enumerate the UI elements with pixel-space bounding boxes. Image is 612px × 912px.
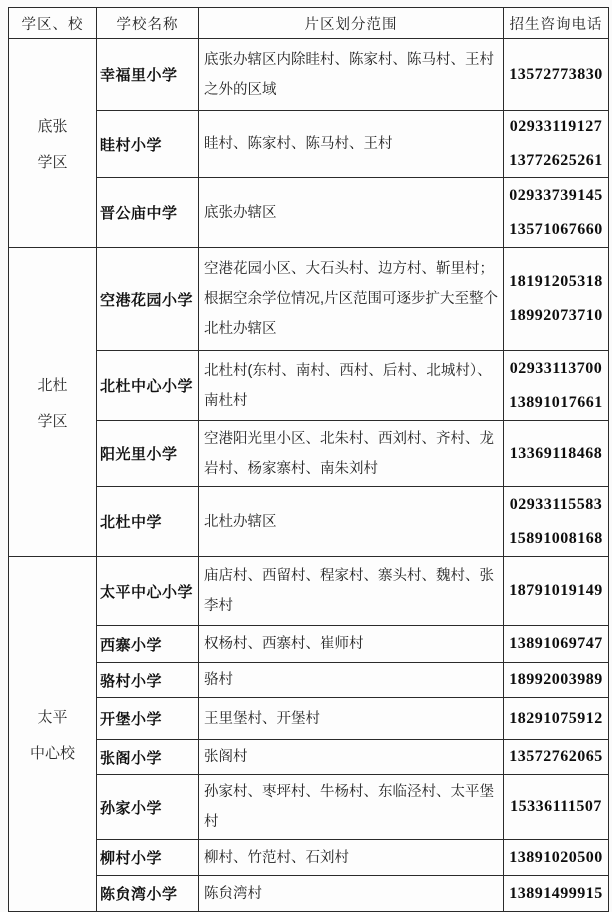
phone-cell xyxy=(504,39,609,111)
table-row xyxy=(9,740,609,775)
phone-number: 18992003989 xyxy=(509,671,603,688)
district-line: 底张 xyxy=(37,117,68,135)
table-row xyxy=(9,487,609,557)
header-row xyxy=(9,8,609,39)
phone-number: 18992073710 xyxy=(509,307,603,324)
school-name-cell: 孙家小学 xyxy=(97,775,199,840)
table-row xyxy=(9,626,609,663)
phone-cell xyxy=(504,421,609,487)
school-name-cell: 开堡小学 xyxy=(97,698,199,740)
school-name-cell: 阳光里小学 xyxy=(97,421,199,487)
phone-cell xyxy=(504,740,609,775)
range-cell: 权杨村、西寨村、崔师村 xyxy=(199,626,504,663)
phone-cell xyxy=(504,487,609,557)
school-name-cell: 太平中心小学 xyxy=(97,557,199,626)
phone-number: 02933115583 xyxy=(509,495,603,513)
header-phone: 招生咨询电话 xyxy=(504,8,609,39)
table-row xyxy=(9,111,609,178)
phone-number: 13891017661 xyxy=(509,393,603,411)
phone-number: 13369118468 xyxy=(509,444,603,462)
district-label xyxy=(13,374,92,431)
phone-cell xyxy=(504,111,609,178)
phone-number: 02933119127 xyxy=(509,118,603,135)
range-cell: 张阁村 xyxy=(199,740,504,775)
admissions-table xyxy=(8,7,609,912)
school-name-cell: 北杜中心小学 xyxy=(97,351,199,421)
table-row xyxy=(9,840,609,876)
phone-cell xyxy=(504,626,609,663)
phone-number: 13571067660 xyxy=(509,220,603,238)
phone-number: 13891069747 xyxy=(509,635,603,652)
range-cell: 北杜办辖区 xyxy=(199,487,504,557)
school-name-cell: 晋公庙中学 xyxy=(97,178,199,248)
range-cell: 庙店村、西留村、程家村、寨头村、魏村、张李村 xyxy=(199,557,504,626)
district-label xyxy=(13,706,92,763)
district-line: 太平 xyxy=(37,708,68,726)
range-cell: 柳村、竹范村、石刘村 xyxy=(199,840,504,876)
phone-cell xyxy=(504,698,609,740)
phone-cell xyxy=(504,840,609,876)
range-cell: 骆村 xyxy=(199,663,504,698)
school-name-cell: 张阁小学 xyxy=(97,740,199,775)
school-name-cell: 西寨小学 xyxy=(97,626,199,663)
table-row xyxy=(9,351,609,421)
range-cell: 底张办辖区 xyxy=(199,178,504,248)
school-name-cell: 空港花园小学 xyxy=(97,248,199,351)
range-cell: 空港花园小区、大石头村、边方村、靳里村；根据空余学位情况,片区范围可逐步扩大至整个北杜办辖区 xyxy=(199,248,504,351)
table-row xyxy=(9,421,609,487)
phone-number: 13891020500 xyxy=(509,848,603,866)
range-cell: 底张办辖区内除眭村、陈家村、陈马村、王村之外的区域 xyxy=(199,39,504,111)
phone-cell xyxy=(504,178,609,248)
table-row xyxy=(9,178,609,248)
phone-number: 13572762065 xyxy=(509,748,603,765)
phone-cell xyxy=(504,248,609,351)
range-cell: 孙家村、枣坪村、牛杨村、东临泾村、太平堡村 xyxy=(199,775,504,840)
phone-number: 15336111507 xyxy=(510,798,602,815)
district-cell-beidu xyxy=(9,248,97,557)
table-row xyxy=(9,698,609,740)
phone-number: 18191205318 xyxy=(509,273,603,290)
phone-cell xyxy=(504,663,609,698)
school-name-cell: 眭村小学 xyxy=(97,111,199,178)
range-cell: 陈贠湾村 xyxy=(199,876,504,912)
school-name-cell: 北杜中学 xyxy=(97,487,199,557)
school-name-cell: 骆村小学 xyxy=(97,663,199,698)
header-range: 片区划分范围 xyxy=(199,8,504,39)
range-cell: 王里堡村、开堡村 xyxy=(199,698,504,740)
phone-cell xyxy=(504,351,609,421)
district-line: 学区 xyxy=(37,153,68,171)
header-school: 学校名称 xyxy=(97,8,199,39)
phone-number: 13891499915 xyxy=(509,884,603,902)
phone-number: 13572773830 xyxy=(509,65,603,83)
phone-cell xyxy=(504,557,609,626)
phone-number: 02933739145 xyxy=(509,186,603,204)
phone-number: 13772625261 xyxy=(509,152,603,169)
table-row xyxy=(9,557,609,626)
district-cell-taiping xyxy=(9,557,97,912)
district-label xyxy=(13,115,92,172)
table-row xyxy=(9,876,609,912)
phone-cell xyxy=(504,876,609,912)
table-row xyxy=(9,39,609,111)
school-name-cell: 幸福里小学 xyxy=(97,39,199,111)
table-row xyxy=(9,663,609,698)
district-line: 学区 xyxy=(37,412,68,430)
phone-cell xyxy=(504,775,609,840)
range-cell: 空港阳光里小区、北朱村、西刘村、齐村、龙岩村、杨家寨村、南朱刘村 xyxy=(199,421,504,487)
range-cell: 北杜村(东村、南村、西村、后村、北城村）、南杜村 xyxy=(199,351,504,421)
phone-number: 18291075912 xyxy=(509,709,603,727)
table-row xyxy=(9,775,609,840)
range-cell: 眭村、陈家村、陈马村、王村 xyxy=(199,111,504,178)
district-line: 北杜 xyxy=(37,376,68,394)
school-name-cell: 陈贠湾小学 xyxy=(97,876,199,912)
district-cell-dizhang xyxy=(9,39,97,248)
district-line: 中心校 xyxy=(29,744,75,762)
table-row xyxy=(9,248,609,351)
header-district: 学区、校 xyxy=(9,8,97,39)
phone-number: 18791019149 xyxy=(509,582,603,599)
school-name-cell: 柳村小学 xyxy=(97,840,199,876)
phone-number: 15891008168 xyxy=(509,529,603,547)
phone-number: 02933113700 xyxy=(509,359,603,377)
